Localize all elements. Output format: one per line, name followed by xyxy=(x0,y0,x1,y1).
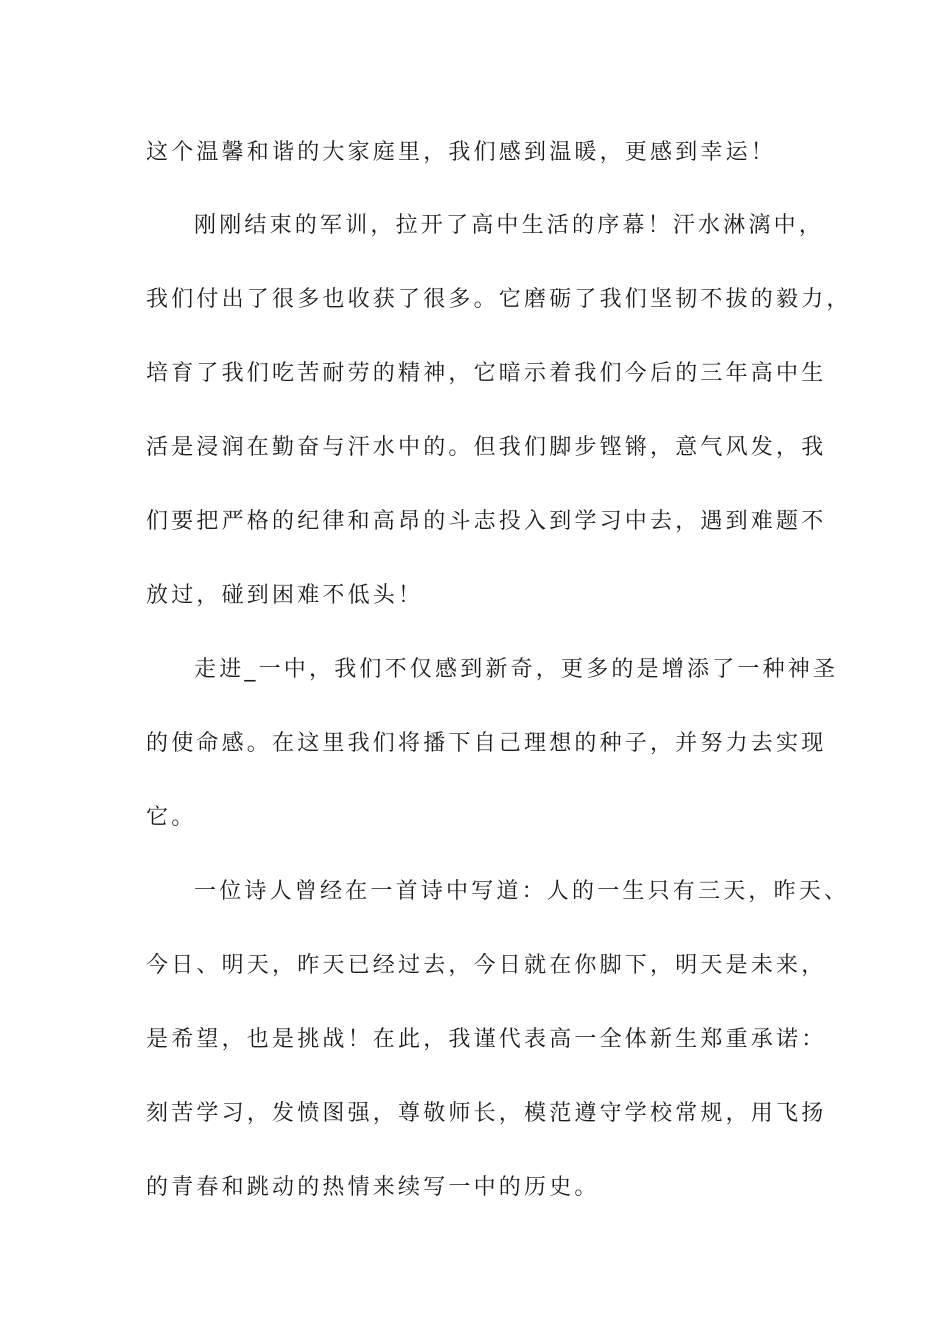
text-line: 的使命感。在这里我们将播下自己理想的种子，并努力去实现 xyxy=(146,731,827,756)
text-line: 们要把严格的纪律和高昂的斗志投入到学习中去，遇到难题不 xyxy=(146,509,827,534)
text-line: 它。 xyxy=(146,805,197,830)
text-line: 今日、明天，昨天已经过去，今日就在你脚下，明天是未来， xyxy=(146,953,827,978)
text-line: 这个温馨和谐的大家庭里，我们感到温暖，更感到幸运！ xyxy=(146,140,777,165)
paragraph-first-line: 一位诗人曾经在一首诗中写道：人的一生只有三天，昨天、 xyxy=(194,879,850,904)
text-line: 的青春和跳动的热情来续写一中的历史。 xyxy=(146,1175,600,1200)
text-line: 放过，碰到困难不低头！ xyxy=(146,583,424,608)
text-line: 我们付出了很多也收获了很多。它磨砺了我们坚韧不拔的毅力， xyxy=(146,287,852,312)
text-line: 是希望，也是挑战！在此，我谨代表高一全体新生郑重承诺： xyxy=(146,1027,827,1052)
text-line: 活是浸润在勤奋与汗水中的。但我们脚步铿锵，意气风发，我 xyxy=(146,435,827,460)
paragraph-first-line: 刚刚结束的军训，拉开了高中生活的序幕！汗水淋漓中， xyxy=(194,213,825,238)
text-line: 刻苦学习，发愤图强，尊敬师长，模范遵守学校常规，用飞扬 xyxy=(146,1101,827,1126)
text-line: 培育了我们吃苦耐劳的精神，它暗示着我们今后的三年高中生 xyxy=(146,361,827,386)
paragraph-first-line: 走进_一中，我们不仅感到新奇，更多的是增添了一种神圣 xyxy=(194,657,839,682)
